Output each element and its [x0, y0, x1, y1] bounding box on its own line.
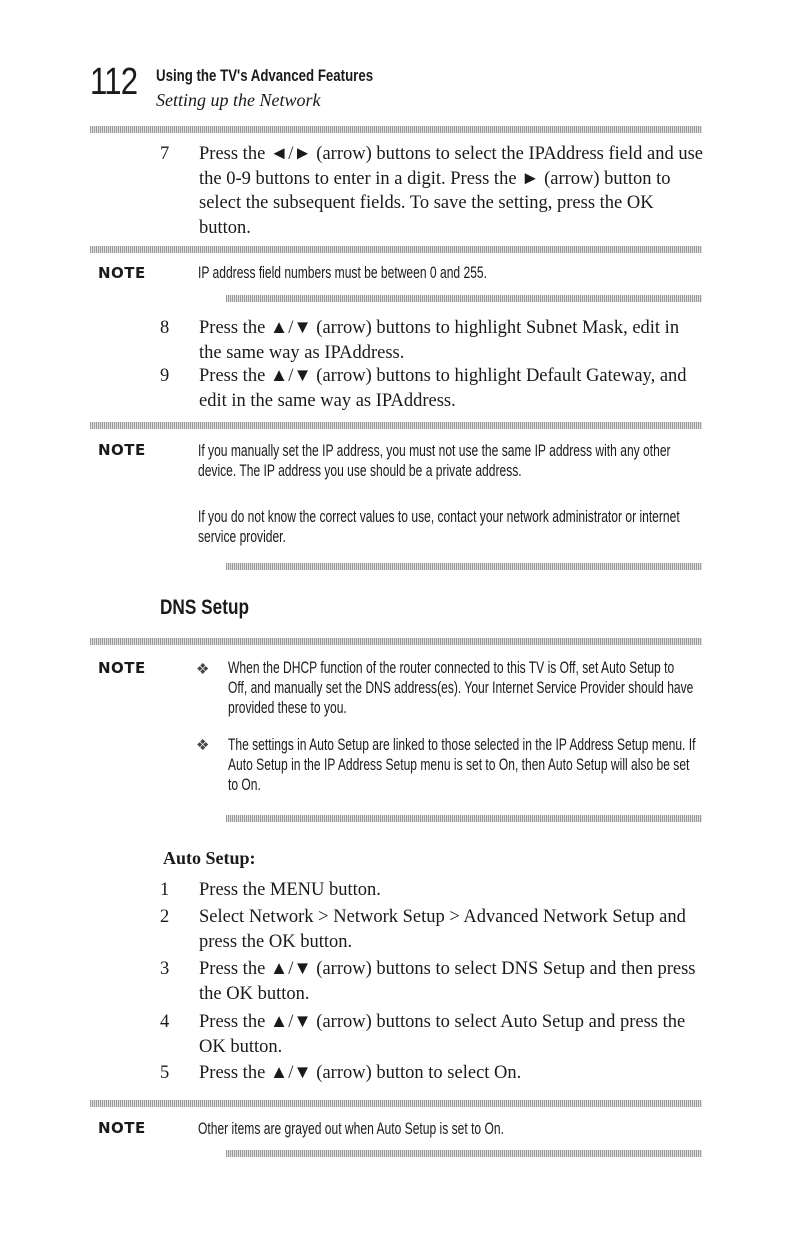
- note-text: If you do not know the correct values to use, contact your network administrator or internet service provider.: [198, 507, 680, 546]
- divider-rule: [226, 563, 702, 570]
- step-text: Press the ◄/► (arrow) buttons to select the IPAddress field and use the 0-9 buttons to enter in a digit. Press the ► (arrow) button to select the subsequent fields. To save the setting, press the OK button.: [199, 144, 703, 238]
- page-number: 112: [90, 61, 138, 103]
- page-header: [90, 62, 710, 112]
- divider-rule: [226, 295, 702, 302]
- note-text: Other items are grayed out when Auto Setup is set to On.: [198, 1119, 504, 1138]
- diamond-bullet-icon: ❖: [196, 662, 210, 678]
- divider-rule: [90, 1100, 702, 1107]
- diamond-bullet-icon: ❖: [196, 738, 210, 754]
- step-text: Press the ▲/▼ (arrow) buttons to highlight Default Gateway, and edit in the same way as IPAddress.: [199, 366, 687, 411]
- step-text: Select Network > Network Setup > Advanced Network Setup and press the OK button.: [199, 907, 686, 952]
- step-9: [160, 364, 705, 413]
- chapter-title: Using the TV's Advanced Features: [156, 66, 374, 85]
- step-text: Press the ▲/▼ (arrow) button to select On.: [199, 1063, 522, 1083]
- step-number: 5: [160, 1063, 170, 1083]
- step-1: [160, 878, 705, 903]
- step-4: [160, 1010, 705, 1059]
- divider-rule: [226, 815, 702, 822]
- divider-rule: [90, 246, 702, 253]
- step-number: 8: [160, 318, 170, 338]
- note-text: IP address field numbers must be between 0 and 255.: [198, 263, 487, 282]
- note-text: If you manually set the IP address, you must not use the same IP address with any other device. The IP address you use should be a private address.: [198, 441, 671, 480]
- step-2: [160, 905, 705, 954]
- step-number: 2: [160, 907, 170, 927]
- step-3: [160, 957, 705, 1006]
- step-number: 3: [160, 959, 170, 979]
- step-number: 7: [160, 144, 170, 164]
- note-bullet-text: The settings in Auto Setup are linked to those selected in the IP Address Setup menu. If Auto Setup in the IP Address Setup menu is set to On, then Auto Setup will also be set to On.: [228, 735, 696, 794]
- note-bullet-text: When the DHCP function of the router connected to this TV is Off, set Auto Setup to Off, and manually set the DNS address(es). Your Internet Service Provider should have provided these to you.: [228, 658, 694, 717]
- section-subtitle: Setting up the Network: [156, 90, 321, 110]
- note-label: NOTE: [98, 659, 146, 677]
- step-text: Press the MENU button.: [199, 880, 381, 900]
- step-text: Press the ▲/▼ (arrow) buttons to select DNS Setup and then press the OK button.: [199, 959, 696, 1004]
- note-label: NOTE: [98, 1119, 146, 1137]
- note-label: NOTE: [98, 264, 146, 282]
- divider-rule: [90, 638, 702, 645]
- step-text: Press the ▲/▼ (arrow) buttons to select Auto Setup and press the OK button.: [199, 1012, 686, 1057]
- step-number: 4: [160, 1012, 170, 1032]
- divider-rule: [90, 422, 702, 429]
- divider-rule: [226, 1150, 702, 1157]
- step-5: [160, 1061, 705, 1086]
- note-label: NOTE: [98, 441, 146, 459]
- step-8: [160, 316, 705, 365]
- subsection-heading: Auto Setup:: [163, 848, 256, 868]
- step-7: [160, 142, 705, 240]
- step-text: Press the ▲/▼ (arrow) buttons to highlight Subnet Mask, edit in the same way as IPAddress.: [199, 318, 680, 363]
- divider-rule: [90, 126, 702, 133]
- step-number: 1: [160, 880, 170, 900]
- section-heading: DNS Setup: [160, 596, 249, 619]
- step-number: 9: [160, 366, 170, 386]
